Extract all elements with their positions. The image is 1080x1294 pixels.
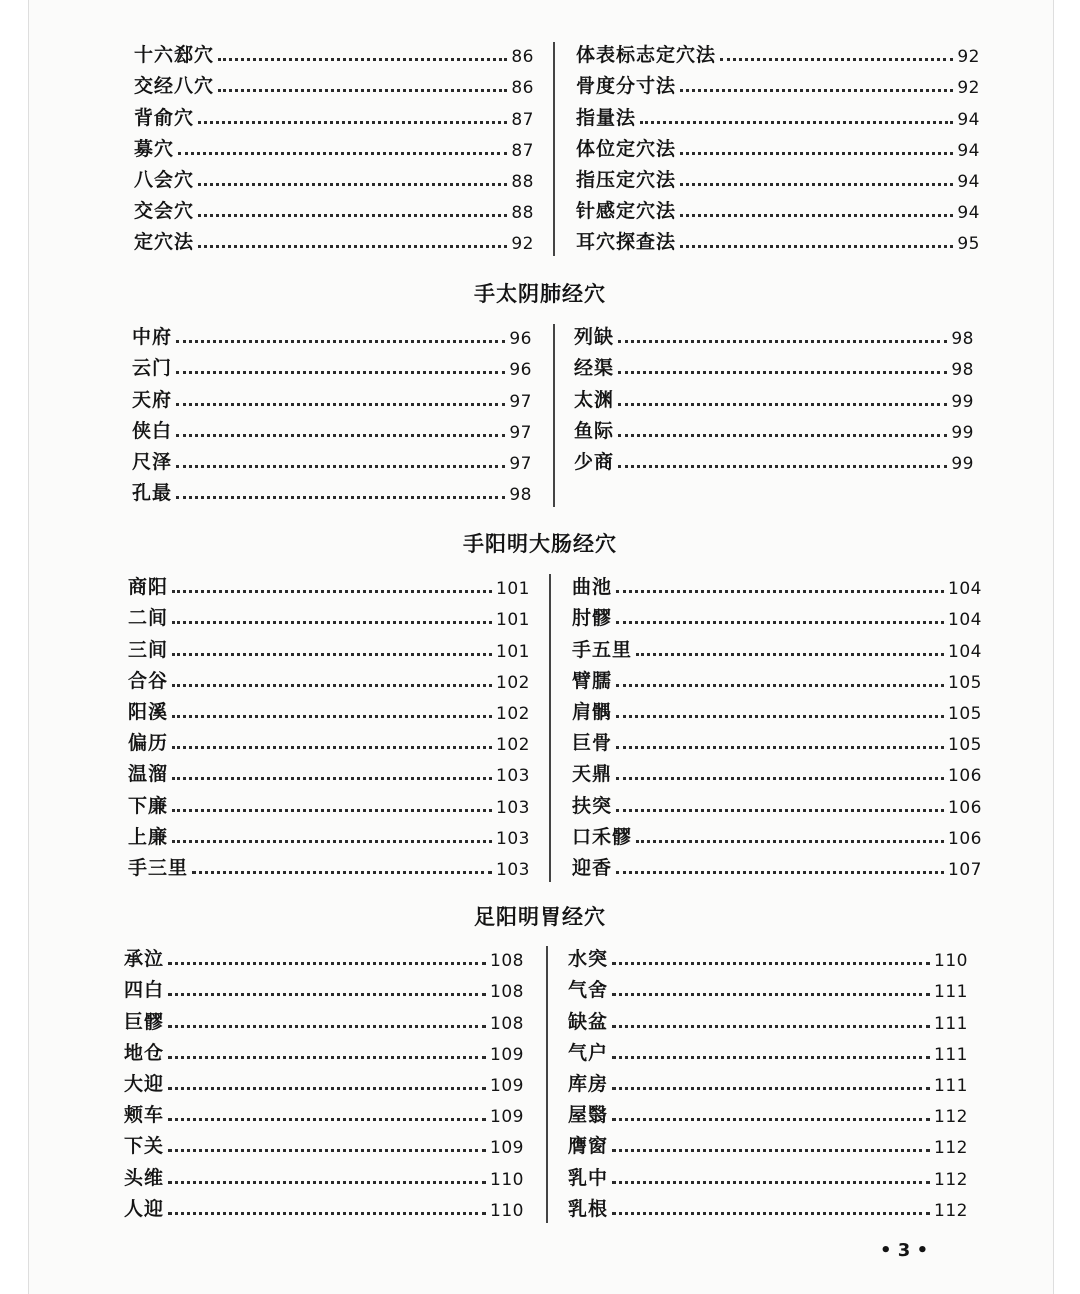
entry-name: 孔最 [132,482,173,505]
leader-dots [198,183,507,186]
entry-page-number: 101 [496,579,530,600]
entry-name: 尺泽 [132,450,173,473]
toc-entry [128,724,530,755]
entry-name: 三间 [128,638,169,661]
toc-entry [572,599,982,630]
entry-page-number: 103 [496,797,530,818]
entry-page-number: 106 [948,797,982,818]
leader-dots [198,214,507,217]
entry-page-number: 103 [496,828,530,849]
leader-dots [176,496,505,499]
entry-page-number: 97 [509,453,532,474]
left-column [132,318,532,505]
toc-entry [572,724,982,755]
entry-page-number: 87 [511,109,534,130]
entry-page-number: 109 [490,1075,524,1096]
toc-entry [574,318,974,349]
entry-page-number: 108 [490,951,524,972]
toc-entry [574,349,974,380]
leader-dots [616,746,944,749]
entry-name: 手五里 [572,638,633,661]
entry-page-number: 109 [490,1138,524,1159]
entry-page-number: 92 [957,78,980,99]
entry-page-number: 104 [948,641,982,662]
entry-name: 合谷 [128,669,169,692]
entry-name: 四白 [124,979,165,1002]
entry-name: 天鼎 [572,763,613,786]
leader-dots [680,152,953,155]
column-divider [553,42,555,256]
page-number: • 3 • [880,1240,929,1261]
toc-entry [128,599,530,630]
toc-entry [568,1034,968,1065]
entry-name: 指压定穴法 [576,168,677,191]
leader-dots [612,1149,930,1152]
entry-name: 二间 [128,607,169,630]
entry-name: 人迎 [124,1197,165,1220]
leader-dots [172,715,492,718]
entry-name: 体位定穴法 [576,137,677,160]
entry-name: 缺盆 [568,1010,609,1033]
leader-dots [168,962,486,965]
entry-page-number: 92 [511,234,534,255]
leader-dots [612,1181,930,1184]
leader-dots [612,1212,930,1215]
entry-name: 体表标志定穴法 [576,44,717,67]
right-column [568,940,968,1221]
toc-entry [572,786,982,817]
entry-page-number: 108 [490,1013,524,1034]
entry-name: 屋翳 [568,1104,609,1127]
leader-dots [616,809,944,812]
leader-dots [616,715,944,718]
entry-page-number: 104 [948,579,982,600]
toc-entry [568,1002,968,1033]
toc-entry [128,630,530,661]
toc-entry [572,630,982,661]
leader-dots [168,1118,486,1121]
toc-entry [128,818,530,849]
toc-entry [128,662,530,693]
entry-page-number: 110 [490,1169,524,1190]
leader-dots [172,809,492,812]
entry-page-number: 98 [509,485,532,506]
entry-page-number: 102 [496,703,530,724]
entry-name: 侠白 [132,419,173,442]
entry-page-number: 112 [934,1107,968,1128]
leader-dots [198,121,507,124]
toc-entry [132,474,532,505]
entry-page-number: 106 [948,828,982,849]
entry-name: 募穴 [134,137,175,160]
toc-entry [568,940,968,971]
toc-entry [134,67,534,98]
entry-page-number: 88 [511,171,534,192]
leader-dots [168,1056,486,1059]
entry-name: 迎香 [572,856,613,879]
leader-dots [168,1181,486,1184]
entry-page-number: 106 [948,766,982,787]
leader-dots [168,1212,486,1215]
leader-dots [680,245,953,248]
toc-entry [128,849,530,880]
entry-name: 少商 [574,450,615,473]
leader-dots [172,777,492,780]
entry-name: 指量法 [576,106,637,129]
entry-page-number: 98 [951,329,974,350]
entry-page-number: 103 [496,859,530,880]
toc-entry [132,349,532,380]
entry-name: 偏历 [128,732,169,755]
entry-page-number: 102 [496,735,530,756]
entry-page-number: 92 [957,47,980,68]
toc-entry [134,98,534,129]
entry-page-number: 101 [496,641,530,662]
entry-name: 手三里 [128,856,189,879]
entry-name: 大迎 [124,1072,165,1095]
leader-dots [172,590,492,593]
toc-entry [132,318,532,349]
leader-dots [612,1118,930,1121]
entry-name: 乳中 [568,1166,609,1189]
leader-dots [172,746,492,749]
entry-page-number: 94 [957,171,980,192]
toc-entry [134,130,534,161]
entry-page-number: 111 [934,982,968,1003]
leader-dots [616,621,944,624]
entry-name: 经渠 [574,357,615,380]
leader-dots [616,777,944,780]
toc-entry [124,940,524,971]
leader-dots [176,403,505,406]
entry-page-number: 111 [934,1075,968,1096]
entry-page-number: 94 [957,203,980,224]
entry-name: 鱼际 [574,419,615,442]
leader-dots [168,1025,486,1028]
toc-entry [128,786,530,817]
entry-page-number: 111 [934,1044,968,1065]
entry-name: 骨度分寸法 [576,75,677,98]
leader-dots [616,684,944,687]
entry-name: 水突 [568,948,609,971]
entry-name: 气舍 [568,979,609,1002]
leader-dots [618,465,947,468]
leader-dots [218,58,507,61]
entry-page-number: 109 [490,1107,524,1128]
toc-entry [124,1034,524,1065]
leader-dots [172,840,492,843]
entry-name: 乳根 [568,1197,609,1220]
toc-entry [572,818,982,849]
leader-dots [178,152,507,155]
leader-dots [618,340,947,343]
entry-page-number: 87 [511,140,534,161]
toc-entry [576,223,980,254]
entry-page-number: 86 [511,78,534,99]
leader-dots [176,465,505,468]
entry-name: 颊车 [124,1104,165,1127]
toc-entry [124,971,524,1002]
leader-dots [616,590,944,593]
leader-dots [680,214,953,217]
entry-name: 巨骨 [572,732,613,755]
entry-page-number: 101 [496,610,530,631]
left-column [128,568,530,880]
toc-entry [124,1190,524,1221]
toc-entry [576,130,980,161]
toc-entry [568,1190,968,1221]
toc-entry [576,36,980,67]
entry-page-number: 99 [951,422,974,443]
entry-page-number: 96 [509,360,532,381]
leader-dots [636,653,944,656]
toc-entry [134,223,534,254]
entry-name: 下关 [124,1135,165,1158]
entry-name: 针感定穴法 [576,200,677,223]
toc-entry [576,192,980,223]
entry-page-number: 94 [957,140,980,161]
leader-dots [612,1056,930,1059]
toc-entry [124,1065,524,1096]
entry-name: 曲池 [572,576,613,599]
leader-dots [168,1087,486,1090]
toc-entry [576,98,980,129]
right-column [576,36,980,254]
entry-name: 膺窗 [568,1135,609,1158]
entry-name: 商阳 [128,576,169,599]
entry-name: 八会穴 [134,168,195,191]
entry-name: 肩髃 [572,700,613,723]
toc-entry [124,1158,524,1189]
leader-dots [168,993,486,996]
toc-entry [128,755,530,786]
entry-name: 肘髎 [572,607,613,630]
entry-name: 气户 [568,1041,609,1064]
toc-entry [568,1065,968,1096]
entry-name: 背俞穴 [134,106,195,129]
entry-name: 耳穴探查法 [576,231,677,254]
leader-dots [218,89,507,92]
leader-dots [640,121,953,124]
leader-dots [618,434,947,437]
leader-dots [612,1087,930,1090]
entry-page-number: 95 [957,234,980,255]
entry-name: 温溜 [128,763,169,786]
entry-page-number: 96 [509,329,532,350]
entry-name: 地仓 [124,1041,165,1064]
entry-name: 下廉 [128,794,169,817]
entry-page-number: 111 [934,1013,968,1034]
section-title: 手太阴肺经穴 [474,281,606,306]
entry-name: 库房 [568,1072,609,1095]
toc-entry [572,568,982,599]
entry-name: 巨髎 [124,1010,165,1033]
leader-dots [618,403,947,406]
entry-name: 口禾髎 [572,825,633,848]
toc-entry [124,1002,524,1033]
toc-entry [574,443,974,474]
leader-dots [720,58,953,61]
column-divider [546,946,548,1223]
toc-entry [572,693,982,724]
entry-name: 臂臑 [572,669,613,692]
entry-name: 天府 [132,388,173,411]
section-title: 手阳明大肠经穴 [463,531,617,556]
toc-entry [128,693,530,724]
entry-name: 承泣 [124,948,165,971]
entry-page-number: 88 [511,203,534,224]
leader-dots [680,183,953,186]
entry-name: 扶突 [572,794,613,817]
leader-dots [618,371,947,374]
entry-page-number: 107 [948,859,982,880]
entry-page-number: 99 [951,453,974,474]
right-column [574,318,974,474]
column-divider [553,324,555,507]
leader-dots [176,434,505,437]
toc-entry [574,380,974,411]
entry-page-number: 97 [509,422,532,443]
toc-entry [572,755,982,786]
left-column [124,940,524,1221]
leader-dots [176,340,505,343]
toc-entry [574,412,974,443]
entry-name: 十六郄穴 [134,44,215,67]
right-column [572,568,982,880]
toc-entry [128,568,530,599]
entry-page-number: 105 [948,672,982,693]
entry-page-number: 103 [496,766,530,787]
entry-page-number: 112 [934,1169,968,1190]
leader-dots [636,840,944,843]
toc-entry [572,849,982,880]
entry-name: 中府 [132,326,173,349]
entry-name: 上廉 [128,825,169,848]
column-divider [549,574,551,882]
leader-dots [680,89,953,92]
leader-dots [172,653,492,656]
toc-entry [134,36,534,67]
entry-name: 阳溪 [128,700,169,723]
entry-page-number: 97 [509,391,532,412]
entry-name: 交会穴 [134,200,195,223]
toc-entry [568,1096,968,1127]
entry-page-number: 99 [951,391,974,412]
entry-name: 头维 [124,1166,165,1189]
entry-page-number: 98 [951,360,974,381]
toc-entry [132,443,532,474]
toc-entry [576,67,980,98]
entry-page-number: 110 [490,1200,524,1221]
leader-dots [612,1025,930,1028]
entry-page-number: 104 [948,610,982,631]
leader-dots [612,962,930,965]
entry-name: 定穴法 [134,231,195,254]
section-title: 足阳明胃经穴 [474,904,606,929]
entry-page-number: 112 [934,1200,968,1221]
leader-dots [198,245,507,248]
leader-dots [172,621,492,624]
entry-page-number: 94 [957,109,980,130]
entry-name: 云门 [132,357,173,380]
entry-page-number: 109 [490,1044,524,1065]
toc-entry [576,161,980,192]
leader-dots [176,371,505,374]
leader-dots [172,684,492,687]
toc-entry [568,1158,968,1189]
toc-entry [568,971,968,1002]
left-column [134,36,534,254]
entry-name: 太渊 [574,388,615,411]
toc-entry [134,192,534,223]
leader-dots [192,871,492,874]
entry-page-number: 108 [490,982,524,1003]
leader-dots [616,871,944,874]
toc-entry [134,161,534,192]
toc-entry [124,1127,524,1158]
leader-dots [612,993,930,996]
entry-name: 交经八穴 [134,75,215,98]
entry-page-number: 105 [948,735,982,756]
toc-entry [132,380,532,411]
entry-page-number: 110 [934,951,968,972]
entry-page-number: 86 [511,47,534,68]
leader-dots [168,1149,486,1152]
toc-entry [124,1096,524,1127]
toc-entry [568,1127,968,1158]
entry-page-number: 105 [948,703,982,724]
toc-entry [572,662,982,693]
entry-page-number: 102 [496,672,530,693]
entry-name: 列缺 [574,326,615,349]
entry-page-number: 112 [934,1138,968,1159]
toc-entry [132,412,532,443]
